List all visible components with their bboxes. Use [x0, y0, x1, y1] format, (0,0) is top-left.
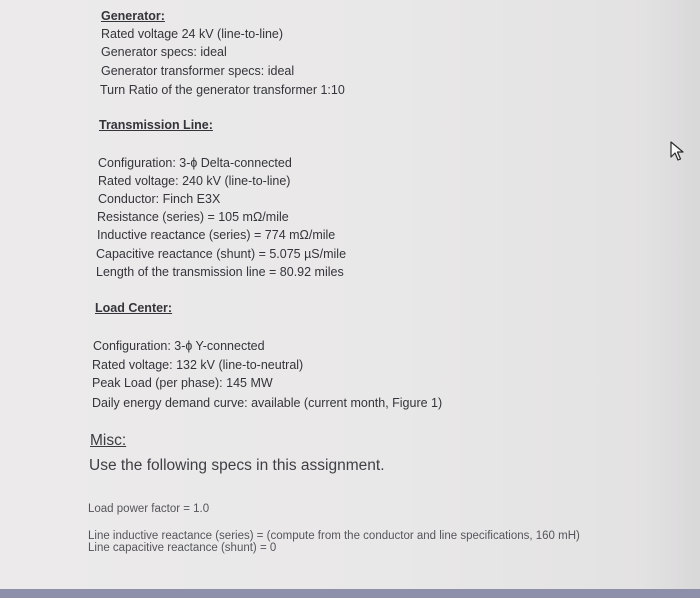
lc-peak-load: Peak Load (per phase): 145 MW: [92, 376, 273, 390]
tl-conductor: Conductor: Finch E3X: [98, 192, 221, 206]
load-center-heading: Load Center:: [95, 301, 173, 315]
mouse-pointer-icon: [668, 140, 686, 162]
generator-specs: Generator specs: ideal: [101, 45, 227, 59]
generator-heading: Generator:: [101, 9, 165, 23]
misc-line-inductive-reactance: Line inductive reactance (series) = (compute from the conductor and line specifications, 160 mH): [88, 530, 580, 542]
generator-turn-ratio: Turn Ratio of the generator transformer 1:10: [100, 83, 345, 97]
tl-inductive-reactance: Inductive reactance (series) = 774 mΩ/mile: [97, 228, 336, 242]
tl-resistance: Resistance (series) = 105 mΩ/mile: [97, 210, 289, 224]
lc-rated-voltage: Rated voltage: 132 kV (line-to-neutral): [92, 358, 304, 372]
generator-rated-voltage: Rated voltage 24 kV (line-to-line): [101, 27, 284, 41]
misc-line-capacitive-reactance: Line capacitive reactance (shunt) = 0: [88, 542, 277, 554]
tl-length: Length of the transmission line = 80.92 miles: [96, 265, 344, 279]
bottom-bar: [0, 589, 700, 598]
lc-daily-demand: Daily energy demand curve: available (current month, Figure 1): [92, 396, 443, 410]
tl-capacitive-reactance: Capacitive reactance (shunt) = 5.075 µS/mile: [96, 247, 347, 261]
lc-configuration: Configuration: 3-ɸ Y-connected: [93, 339, 265, 353]
page-shadow: [640, 0, 700, 589]
misc-intro: Use the following specs in this assignment.: [89, 457, 385, 474]
misc-power-factor: Load power factor = 1.0: [88, 503, 210, 515]
generator-transformer-specs: Generator transformer specs: ideal: [101, 64, 295, 78]
misc-heading: Misc:: [90, 432, 127, 449]
transmission-line-heading: Transmission Line:: [99, 118, 213, 132]
tl-rated-voltage: Rated voltage: 240 kV (line-to-line): [98, 174, 291, 188]
tl-configuration: Configuration: 3-ɸ Delta-connected: [98, 156, 292, 170]
